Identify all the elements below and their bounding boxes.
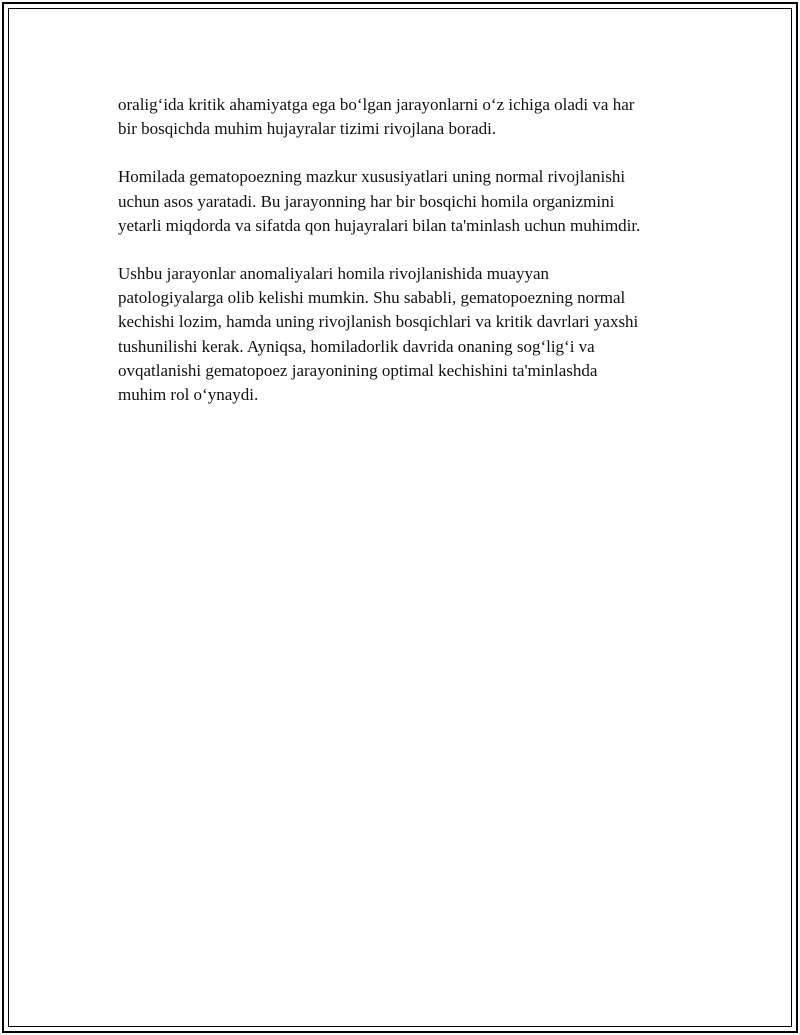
document-body — [118, 93, 708, 431]
paragraph-3: Ushbu jarayonlar anomaliyalari homila rivojlanishida muayyan patologiyalarga olib kelishi mumkin. Shu sababli, gematopoezning normal kechishi lozim, hamda uning rivojlanish bosqichlari va kritik davrlari yaxshi tushunilishi kerak. Ayniqsa, homiladorlik davrida onaning sog‘lig‘i va ovqatlanishi gematopoez jarayonining optimal kechishini ta'minlashda muhim rol o‘ynaydi. — [118, 264, 639, 405]
paragraph-2: Homilada gematopoezning mazkur xususiyatlari uning normal rivojlanishi uchun asos yaratadi. Bu jarayonning har bir bosqichi homila organizmini yetarli miqdorda va sifatda qon hujayralari bilan ta'minlash uchun muhimdir. — [118, 167, 641, 235]
paragraph-1: oralig‘ida kritik ahamiyatga ega bo‘lgan jarayonlarni o‘z ichiga oladi va har bir bosqichda muhim hujayralar tizimi rivojlana boradi. — [118, 95, 635, 139]
